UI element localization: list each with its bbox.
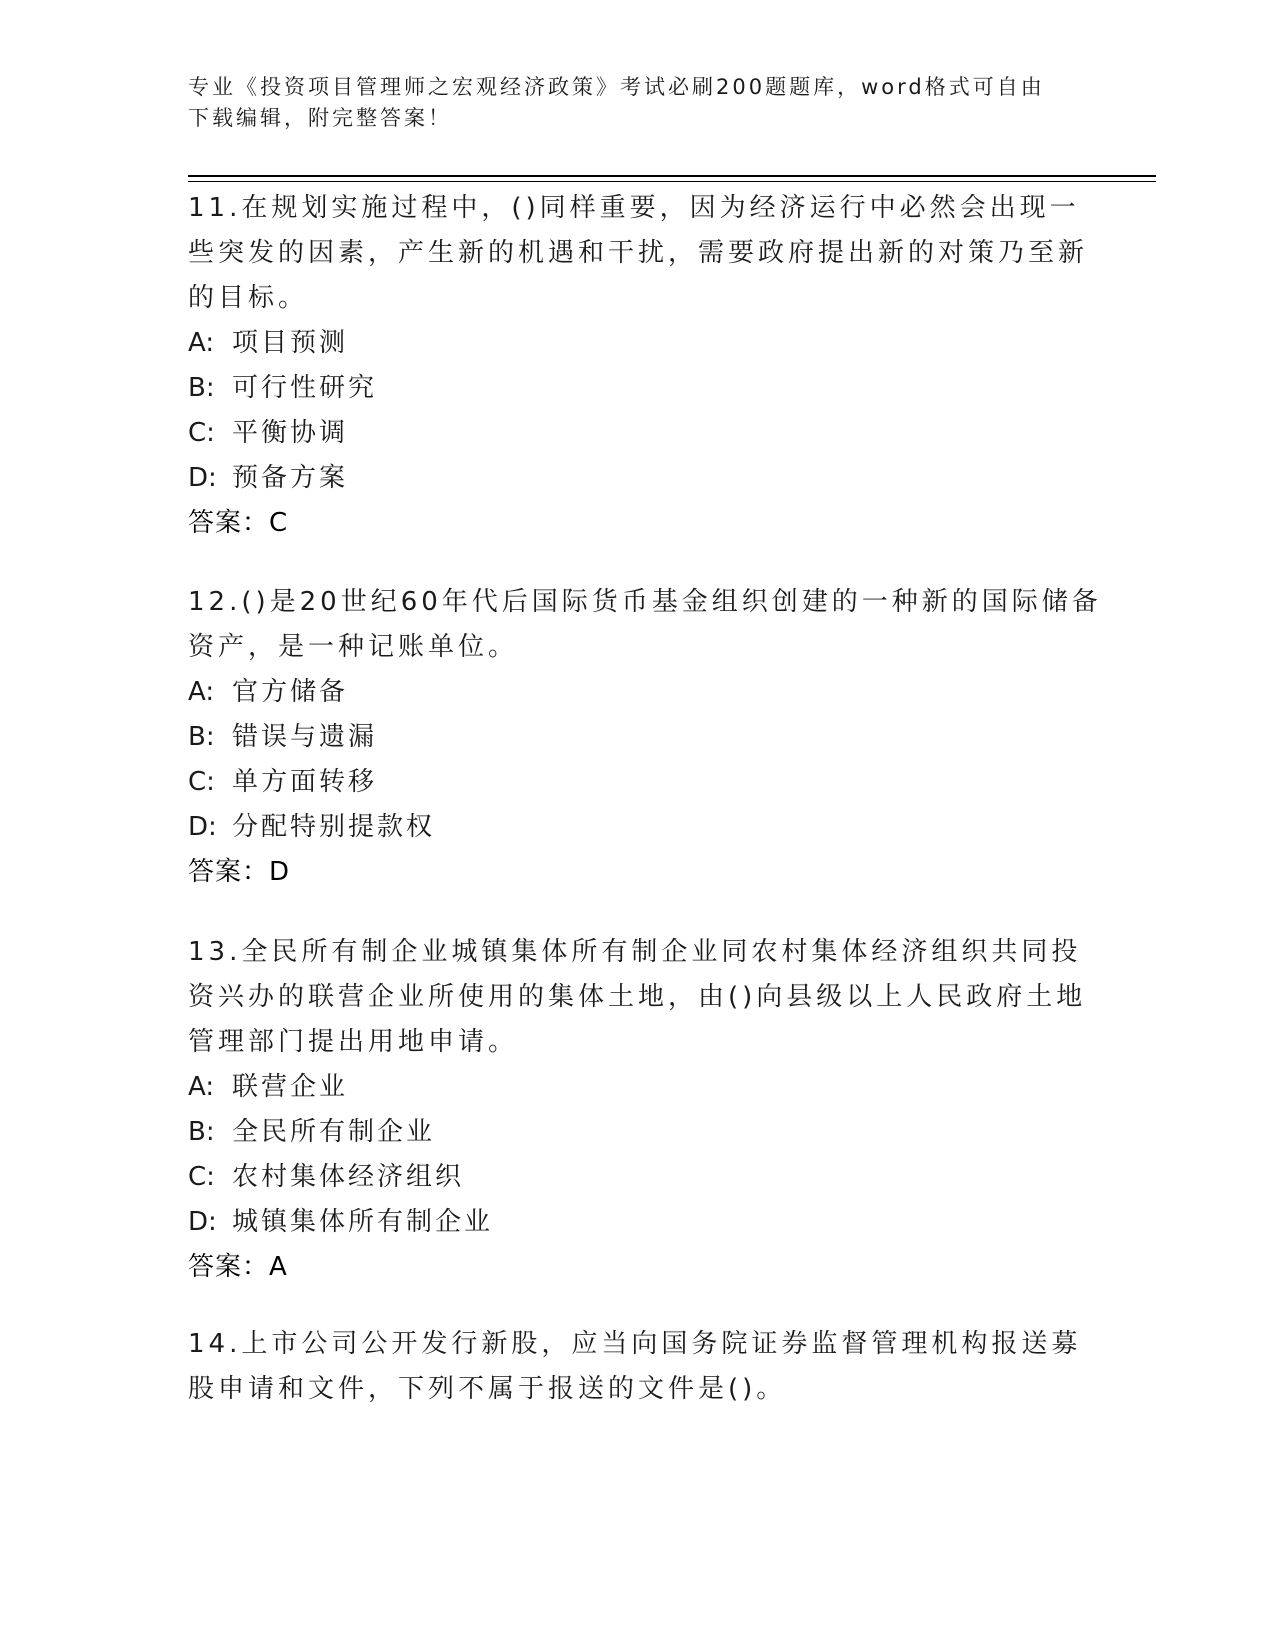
option-text: 错误与遗漏 [232,722,378,752]
question-13 [188,930,1108,1290]
answer-line: 答案：A [188,1252,288,1282]
option-a [188,1065,1108,1110]
answer-line: 答案：C [188,508,289,538]
option-a [188,321,1108,366]
option-letter: D: [188,1207,217,1237]
question-12 [188,580,1108,895]
option-d [188,1200,1108,1245]
document-header: 专业《投资项目管理师之宏观经济政策》考试必刷200题题库，word格式可自由下载编辑，附完整答案！ [188,75,1045,130]
option-letter: A: [188,328,215,358]
option-text: 城镇集体所有制企业 [232,1207,494,1237]
option-c [188,1155,1108,1200]
option-text: 官方储备 [232,677,349,707]
option-text: 联营企业 [232,1072,349,1102]
option-text: 单方面转移 [232,767,378,797]
question-text: 14.上市公司公开发行新股，应当向国务院证券监督管理机构报送募股申请和文件，下列不属于报送的文件是()。 [188,1329,1082,1404]
option-d [188,805,1108,850]
option-text: 全民所有制企业 [232,1117,436,1147]
option-letter: B: [188,373,215,403]
option-d [188,456,1108,501]
option-c [188,760,1108,805]
option-letter: A: [188,677,215,707]
option-letter: B: [188,1117,215,1147]
option-letter: B: [188,722,215,752]
question-11 [188,186,1108,546]
option-letter: C: [188,418,215,448]
question-14 [188,1322,1108,1412]
option-text: 可行性研究 [232,373,378,403]
header-divider-thin [188,181,1156,182]
option-b [188,1110,1108,1155]
question-text: 13.全民所有制企业城镇集体所有制企业同农村集体经济组织共同投资兴办的联营企业所使用的集体土地，由()向县级以上人民政府土地管理部门提出用地申请。 [188,937,1087,1057]
option-letter: D: [188,463,217,493]
option-text: 平衡协调 [232,418,349,448]
option-b [188,366,1108,411]
option-letter: C: [188,1162,215,1192]
option-text: 农村集体经济组织 [232,1162,465,1192]
option-letter: D: [188,812,217,842]
option-letter: C: [188,767,215,797]
option-a [188,670,1108,715]
header-divider-thick [188,175,1156,177]
question-text: 12.()是20世纪60年代后国际货币基金组织创建的一种新的国际储备资产，是一种记账单位。 [188,587,1102,662]
answer-line: 答案：D [188,857,291,887]
option-text: 分配特别提款权 [232,812,436,842]
option-text: 项目预测 [232,328,349,358]
option-c [188,411,1108,456]
option-text: 预备方案 [232,463,349,493]
option-b [188,715,1108,760]
option-letter: A: [188,1072,215,1102]
question-text: 11.在规划实施过程中，()同样重要，因为经济运行中必然会出现一些突发的因素，产生新的机遇和干扰，需要政府提出新的对策乃至新的目标。 [188,193,1089,313]
